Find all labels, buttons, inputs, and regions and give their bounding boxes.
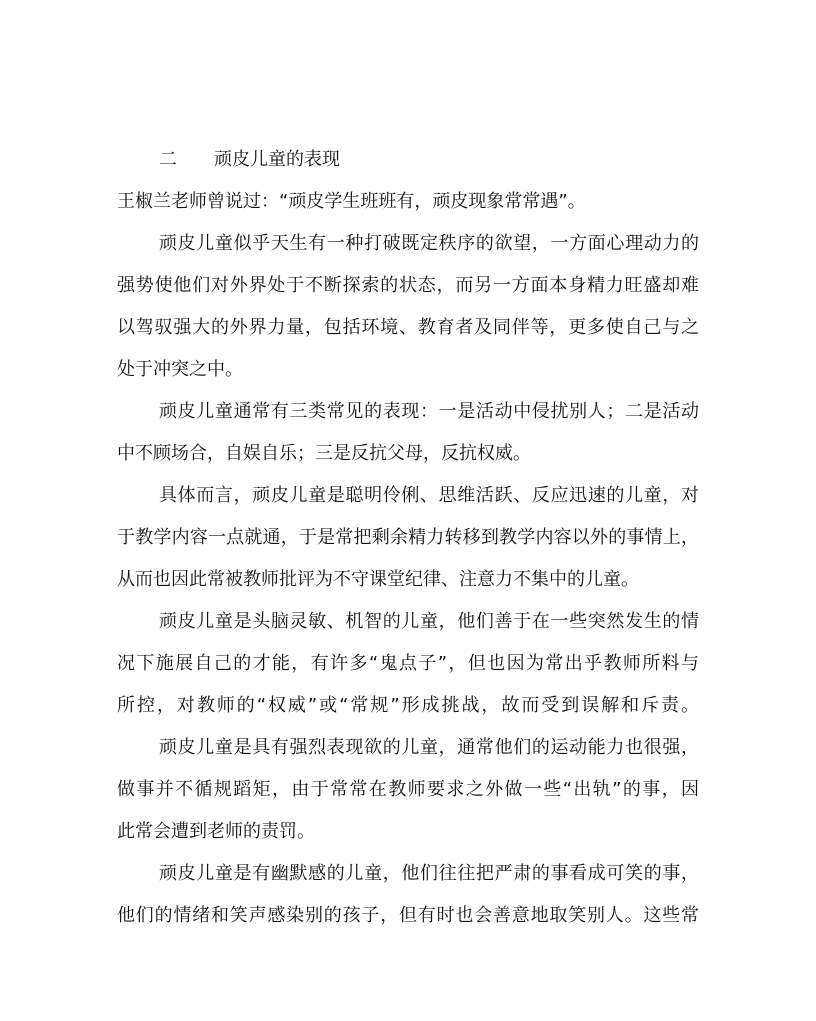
paragraph-line: 以驾驭强大的外界力量，包括环境、教育者及同伴等，更多使自己与之 [117, 317, 699, 338]
paragraph-line: 于教学内容一点就通，于是常把剩余精力转移到教学内容以外的事情上， [117, 527, 699, 548]
paragraph-line: 况下施展自己的才能，有许多“鬼点子”，但也因为常出乎教师所料与 [117, 653, 699, 674]
paragraph-line: 此常会遭到老师的责罚。 [117, 821, 315, 842]
paragraph-line: 王椒兰老师曾说过：“顽皮学生班班有，顽皮现象常常遇”。 [117, 191, 586, 212]
paragraph-line: 具体而言，顽皮儿童是聪明伶俐、思维活跃、反应迅速的儿童，对 [159, 485, 699, 506]
paragraph-line: 所控，对教师的“权威”或“常规”形成挑战，故而受到误解和斥责。 [117, 695, 699, 716]
paragraph-line: 做事并不循规蹈矩，由于常常在教师要求之外做一些“出轨”的事，因 [117, 779, 699, 800]
section-title: 顽皮儿童的表现 [214, 149, 340, 170]
paragraph-line: 强势使他们对外界处于不断探索的状态，而另一方面本身精力旺盛却难 [117, 275, 699, 296]
paragraph-line: 中不顾场合，自娱自乐；三是反抗父母，反抗权威。 [117, 443, 531, 464]
paragraph-line: 顽皮儿童通常有三类常见的表现：一是活动中侵扰别人；二是活动 [159, 401, 699, 422]
paragraph-line: 顽皮儿童是有幽默感的儿童，他们往往把严肃的事看成可笑的事， [159, 863, 699, 884]
paragraph-line: 顽皮儿童是头脑灵敏、机智的儿童，他们善于在一些突然发生的情 [159, 611, 699, 632]
paragraph-line: 顽皮儿童似乎天生有一种打破既定秩序的欲望，一方面心理动力的 [159, 233, 699, 254]
section-number: 二 [159, 149, 177, 170]
paragraph-line: 他们的情绪和笑声感染别的孩子，但有时也会善意地取笑别人。这些常 [117, 905, 699, 926]
paragraph-line: 处于冲突之中。 [117, 359, 243, 380]
paragraph-line: 顽皮儿童是具有强烈表现欲的儿童，通常他们的运动能力也很强， [159, 737, 699, 758]
paragraph-line: 从而也因此常被教师批评为不守课堂纪律、注意力不集中的儿童。 [117, 569, 639, 590]
